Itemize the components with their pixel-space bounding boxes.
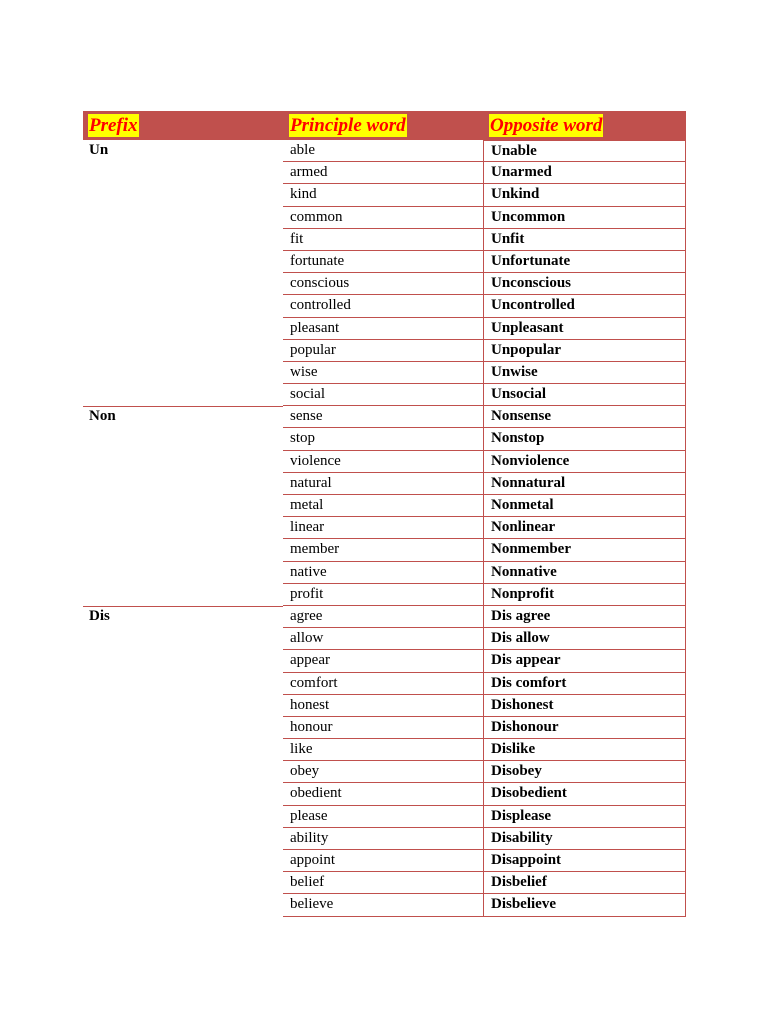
principle-word-cell: wise (283, 362, 483, 384)
table-row (83, 828, 686, 850)
principle-word-cell: linear (283, 517, 483, 539)
principle-word-cell: honest (283, 695, 483, 717)
opposite-word-cell: Uncontrolled (483, 295, 686, 317)
table-row (83, 761, 686, 783)
principle-word-cell: belief (283, 872, 483, 894)
opposite-word-cell: Nonlinear (483, 517, 686, 539)
table-row (83, 340, 686, 362)
table-body (83, 140, 686, 917)
header-prefix: Prefix (89, 115, 138, 136)
principle-word-cell: conscious (283, 273, 483, 295)
opposite-word-cell: Dislike (483, 739, 686, 761)
principle-word-cell: obey (283, 761, 483, 783)
principle-word-cell: metal (283, 495, 483, 517)
principle-word-cell: obedient (283, 783, 483, 805)
group-divider (83, 606, 283, 607)
opposite-word-cell: Nonmetal (483, 495, 686, 517)
table-row (83, 428, 686, 450)
opposite-word-cell: Displease (483, 806, 686, 828)
opposite-word-cell: Nonprofit (483, 584, 686, 606)
table-row (83, 451, 686, 473)
table-row (83, 406, 686, 428)
opposite-word-cell: Disappoint (483, 850, 686, 872)
principle-word-cell: social (283, 384, 483, 406)
principle-word-cell: believe (283, 894, 483, 916)
opposite-word-cell: Nonnatural (483, 473, 686, 495)
principle-word-cell: member (283, 539, 483, 561)
principle-word-cell: honour (283, 717, 483, 739)
table-row (83, 384, 686, 406)
principle-word-cell: able (283, 140, 483, 162)
principle-word-cell: pleasant (283, 318, 483, 340)
table-row (83, 273, 686, 295)
table-row (83, 850, 686, 872)
opposite-word-cell: Uncommon (483, 207, 686, 229)
table-row (83, 517, 686, 539)
principle-word-cell: native (283, 562, 483, 584)
principle-word-cell: natural (283, 473, 483, 495)
prefix-cell: Un (89, 142, 109, 158)
table-row (83, 717, 686, 739)
table-row (83, 184, 686, 206)
opposite-word-cell: Unpleasant (483, 318, 686, 340)
opposite-word-cell: Unfit (483, 229, 686, 251)
header-principle-word: Principle word (290, 115, 406, 136)
table-row (83, 318, 686, 340)
principle-word-cell: agree (283, 606, 483, 628)
opposite-word-cell: Dis comfort (483, 673, 686, 695)
opposite-word-cell: Nonstop (483, 428, 686, 450)
table-row (83, 539, 686, 561)
opposite-word-cell: Disobedient (483, 783, 686, 805)
opposite-word-cell: Dishonour (483, 717, 686, 739)
principle-word-cell: fit (283, 229, 483, 251)
table-row (83, 806, 686, 828)
table-row (83, 872, 686, 894)
opposite-word-cell: Unconscious (483, 273, 686, 295)
table-row (83, 584, 686, 606)
opposite-word-cell: Dishonest (483, 695, 686, 717)
table-row (83, 295, 686, 317)
table-row (83, 251, 686, 273)
opposite-word-cell: Unfortunate (483, 251, 686, 273)
opposite-word-cell: Unable (483, 140, 686, 162)
principle-word-cell: appoint (283, 850, 483, 872)
principle-word-cell: armed (283, 162, 483, 184)
principle-word-cell: sense (283, 406, 483, 428)
table-row (83, 140, 686, 162)
prefix-table (83, 111, 686, 917)
table-header (83, 111, 686, 140)
prefix-cell: Non (89, 408, 116, 425)
table-row (83, 695, 686, 717)
principle-word-cell: please (283, 806, 483, 828)
principle-word-cell: violence (283, 451, 483, 473)
principle-word-cell: appear (283, 650, 483, 672)
table-row (83, 362, 686, 384)
opposite-word-cell: Unsocial (483, 384, 686, 406)
opposite-word-cell: Dis appear (483, 650, 686, 672)
principle-word-cell: common (283, 207, 483, 229)
table-row (83, 894, 686, 916)
principle-word-cell: comfort (283, 673, 483, 695)
opposite-word-cell: Nonnative (483, 562, 686, 584)
opposite-word-cell: Disbelief (483, 872, 686, 894)
principle-word-cell: ability (283, 828, 483, 850)
principle-word-cell: allow (283, 628, 483, 650)
opposite-word-cell: Nonsense (483, 406, 686, 428)
principle-word-cell: controlled (283, 295, 483, 317)
table-row (83, 562, 686, 584)
table-row (83, 229, 686, 251)
prefix-cell: Dis (89, 607, 110, 624)
opposite-word-cell: Disability (483, 828, 686, 850)
table-row (83, 650, 686, 672)
opposite-word-cell: Nonviolence (483, 451, 686, 473)
opposite-word-cell: Unkind (483, 184, 686, 206)
table-row (83, 606, 686, 628)
opposite-word-cell: Disbelieve (483, 894, 686, 916)
table-row (83, 495, 686, 517)
principle-word-cell: fortunate (283, 251, 483, 273)
table-row (83, 162, 686, 184)
opposite-word-cell: Dis agree (483, 606, 686, 628)
table-row (83, 207, 686, 229)
table-row (83, 473, 686, 495)
opposite-word-cell: Disobey (483, 761, 686, 783)
opposite-word-cell: Dis allow (483, 628, 686, 650)
opposite-word-cell: Unwise (483, 362, 686, 384)
principle-word-cell: profit (283, 584, 483, 606)
table-row (83, 673, 686, 695)
table-row (83, 739, 686, 761)
opposite-word-cell: Nonmember (483, 539, 686, 561)
table-row (83, 783, 686, 805)
opposite-word-cell: Unarmed (483, 162, 686, 184)
principle-word-cell: popular (283, 340, 483, 362)
table-row (83, 628, 686, 650)
principle-word-cell: kind (283, 184, 483, 206)
header-opposite-word: Opposite word (490, 115, 603, 136)
principle-word-cell: stop (283, 428, 483, 450)
opposite-word-cell: Unpopular (483, 340, 686, 362)
principle-word-cell: like (283, 739, 483, 761)
